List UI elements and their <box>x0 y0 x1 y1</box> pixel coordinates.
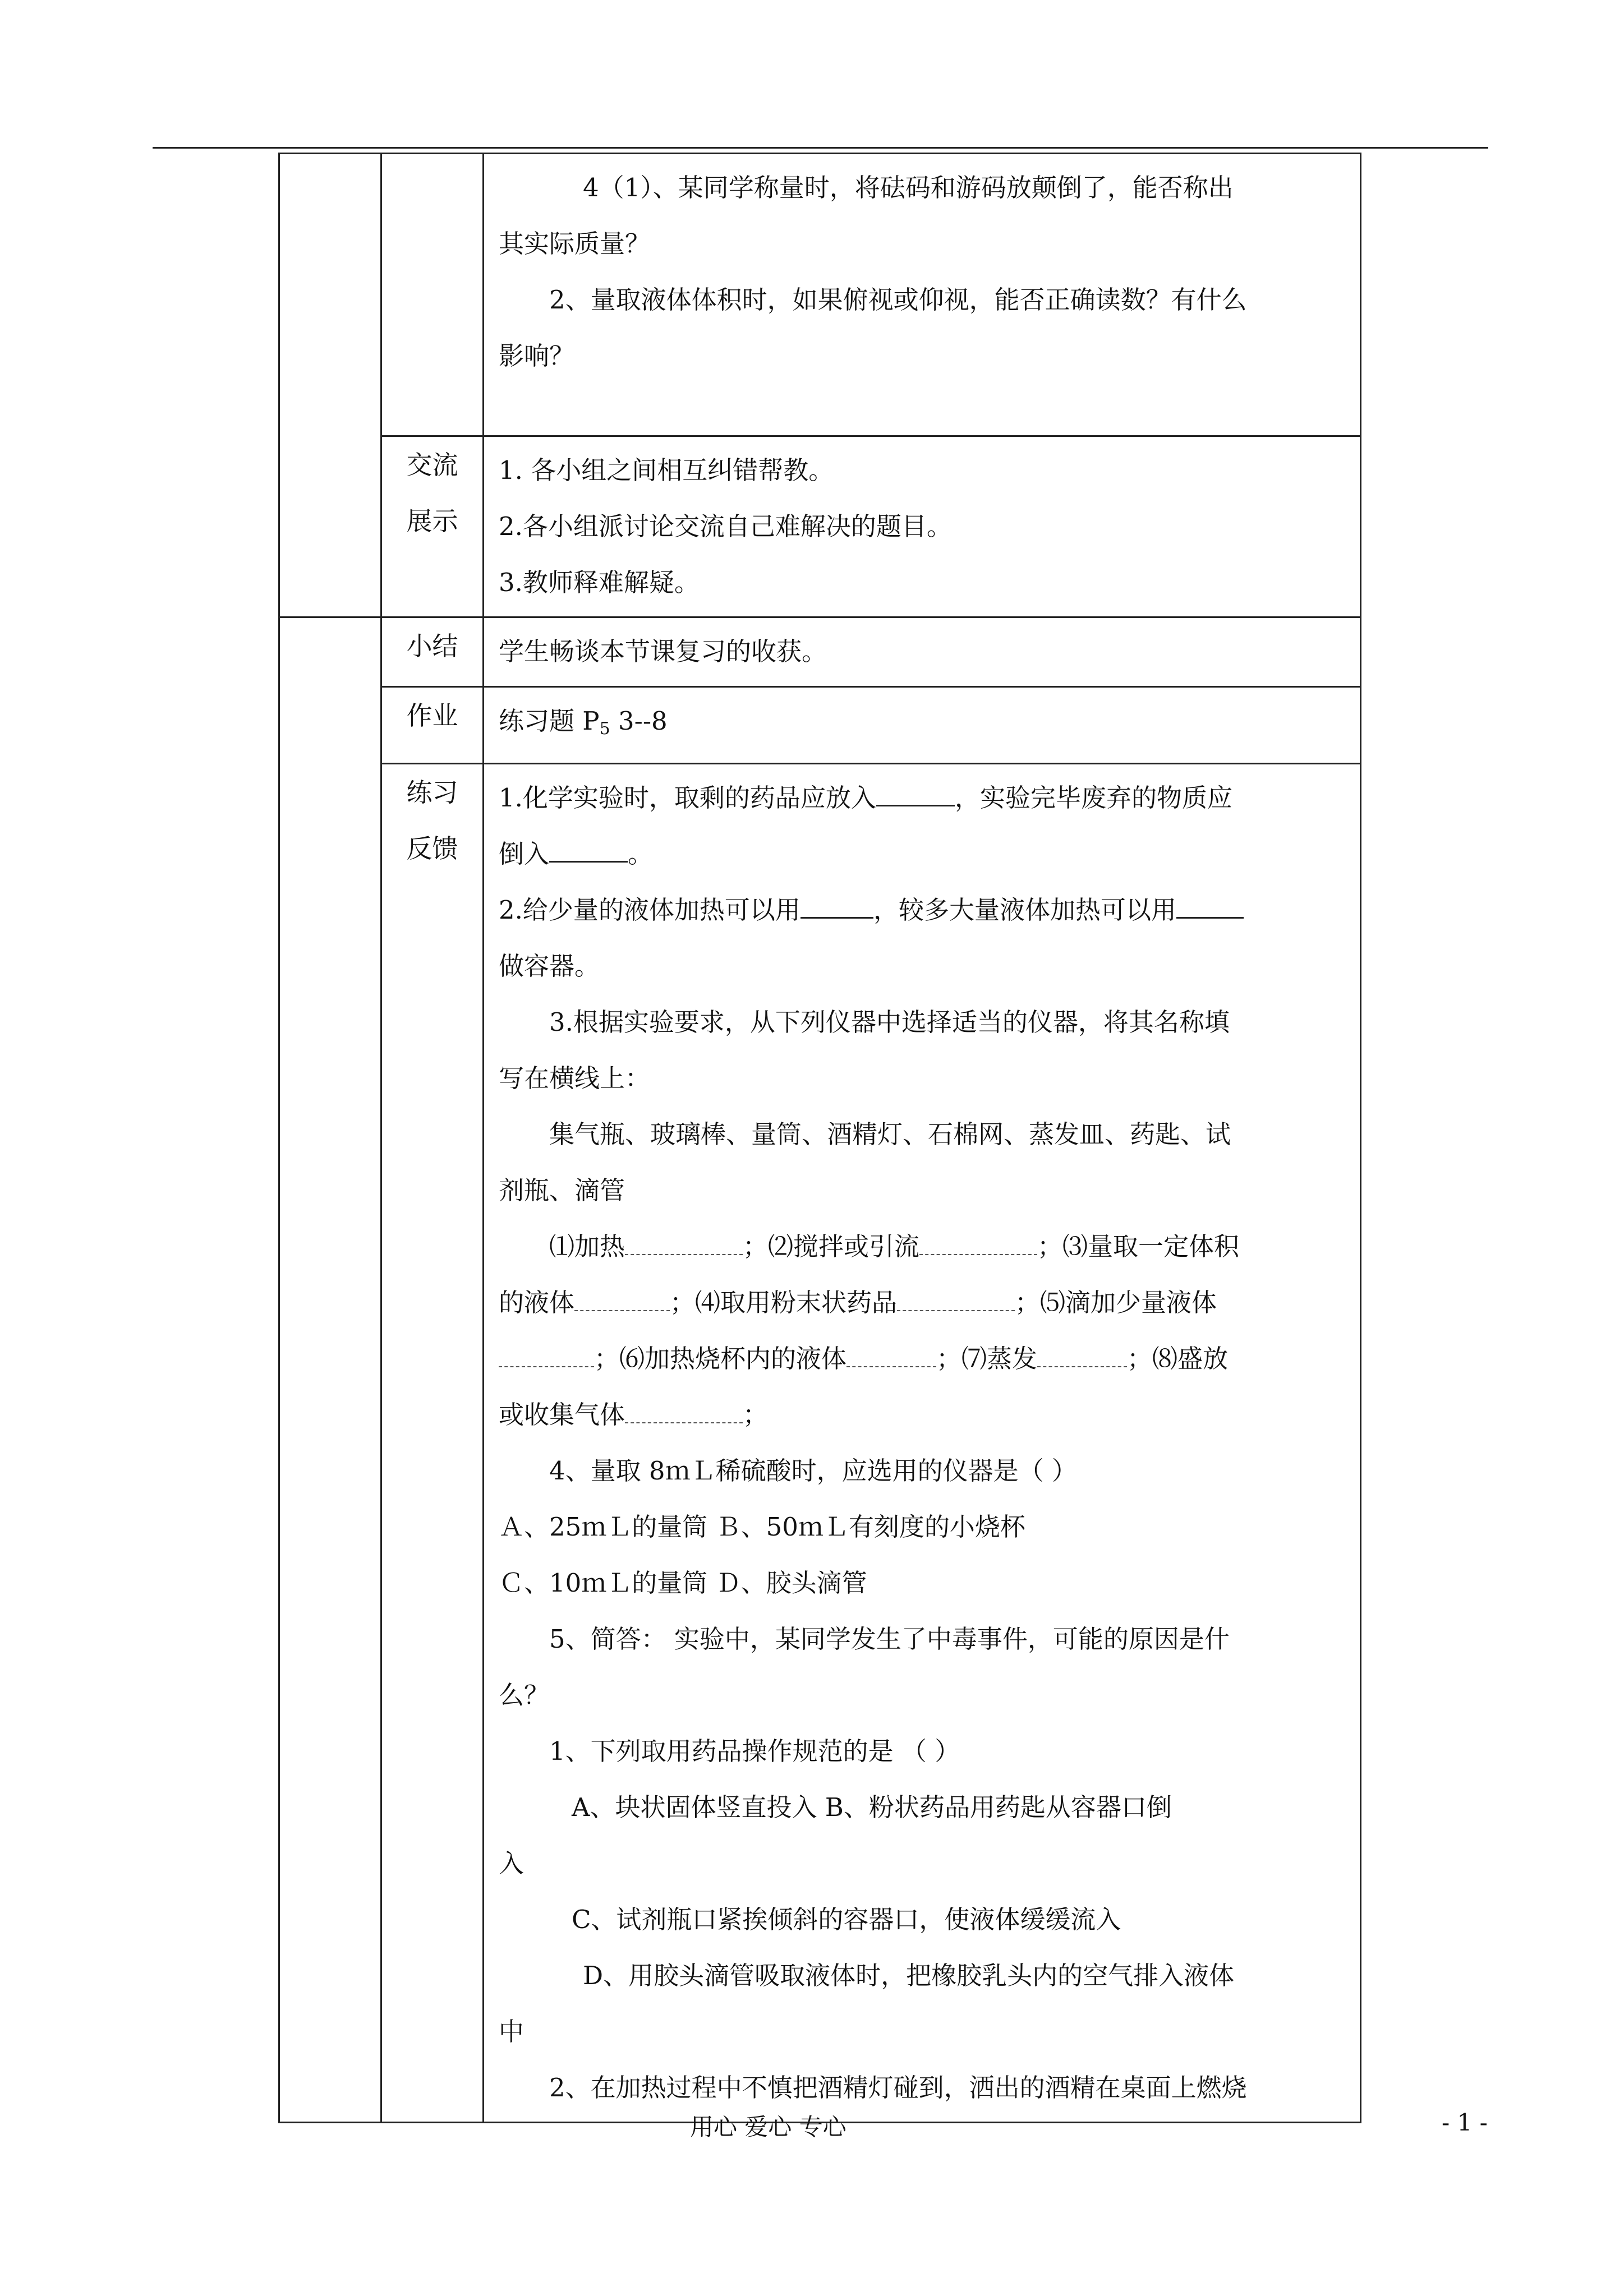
mc-option: C、试剂瓶口紧挨倾斜的容器口，使液体缓缓流入 <box>572 1905 1121 1934</box>
mc-question-2: 2、在加热过程中不慎把酒精灯碰到，洒出的酒精在桌面上燃烧 <box>549 2073 1247 2103</box>
answer-blank[interactable] <box>499 1344 594 1367</box>
mc-question-1: 1、下列取用药品操作规范的是 （ ） <box>549 1736 960 1766</box>
question-4-options: Ａ、25ｍＬ的量筒 Ｂ、50ｍＬ有刻度的小烧杯 <box>499 1512 1025 1542</box>
answer-blank[interactable] <box>1037 1344 1127 1367</box>
outer-label-cell <box>279 154 381 617</box>
table-row <box>279 154 1361 436</box>
answer-blank[interactable] <box>919 1232 1037 1255</box>
question-4-options: Ｃ、10ｍＬ的量筒 Ｄ、胶头滴管 <box>499 1568 867 1598</box>
question-3: 3.根据实验要求，从下列仪器中选择适当的仪器，将其名称填 <box>549 1007 1230 1037</box>
practice-label: 练习 反馈 <box>381 764 484 2123</box>
mc-option-cont: 入 <box>499 1848 525 1878</box>
question-3-blanks-cont: 或收集气体 ； <box>499 1400 769 1430</box>
answer-blank[interactable] <box>897 1288 1015 1311</box>
practice-content <box>484 764 1361 2123</box>
answer-blank[interactable] <box>549 838 628 863</box>
header-rule <box>153 147 1488 149</box>
table-row <box>279 617 1361 687</box>
question-4: 4、量取 8ｍＬ稀硫酸时，应选用的仪器是（ ） <box>549 1456 1077 1486</box>
question-line: 4（1）、某同学称量时，将砝码和游码放颠倒了，能否称出 <box>583 173 1234 202</box>
instrument-list: 集气瓶、玻璃棒、量筒、酒精灯、石棉网、蒸发皿、药匙、试 <box>549 1119 1231 1149</box>
homework-label: 作业 <box>381 687 484 764</box>
answer-blank[interactable] <box>1176 895 1244 919</box>
footer-motto: 用心 爱心 专心 <box>690 2113 846 2141</box>
list-item: 1. 各小组之间相互纠错帮教。 <box>499 455 834 485</box>
question-5-cont: 么？ <box>499 1680 550 1710</box>
mc-option-cont: 中 <box>499 2017 525 2046</box>
instrument-list-cont: 剂瓶、滴管 <box>499 1175 625 1205</box>
answer-blank[interactable] <box>876 782 955 806</box>
page-number: - 1 - <box>1442 2109 1488 2136</box>
exchange-label: 交流 展示 <box>381 436 484 617</box>
answer-blank[interactable] <box>574 1288 670 1311</box>
summary-label: 小结 <box>381 617 484 687</box>
mc-option: D、用胶头滴管吸取液体时，把橡胶乳头内的空气排入液体 <box>583 1961 1235 1990</box>
homework-text: 练习题 $P_5$ 3--8 <box>499 706 668 739</box>
question-line: 其实际质量？ <box>499 229 651 259</box>
homework-content <box>484 687 1361 764</box>
list-item: 3.教师释难解疑。 <box>499 568 700 597</box>
question-3-blanks-cont: 的液体 ；⑷取用粉末状药品 ；⑸滴加少量液体 <box>499 1288 1217 1317</box>
question-2-cont: 做容器。 <box>499 951 600 981</box>
mc-option: A、块状固体竖直投入 B、粉状药品用药匙从容器口倒 <box>572 1792 1172 1822</box>
summary-content <box>484 617 1361 687</box>
table-row <box>279 436 1361 617</box>
exchange-content <box>484 436 1361 617</box>
lesson-table <box>278 153 1361 2123</box>
row-content-cell <box>484 154 1361 436</box>
question-1: 1.化学实验时，取剩的药品应放入 ，实验完毕废弃的物质应 <box>499 783 1232 813</box>
outer-label-cell <box>279 617 381 2123</box>
answer-blank[interactable] <box>625 1232 743 1255</box>
question-3-cont: 写在横线上： <box>499 1063 651 1093</box>
list-item: 2.各小组派讨论交流自己难解决的题目。 <box>499 511 952 541</box>
question-3-blanks: ⑴加热 ；⑵搅拌或引流 ；⑶量取一定体积 <box>549 1232 1240 1261</box>
table-row <box>279 687 1361 764</box>
summary-text: 学生畅谈本节课复习的收获。 <box>499 637 827 666</box>
row-label-cell <box>381 154 484 436</box>
question-2: 2.给少量的液体加热可以用 ，较多大量液体加热可以用 <box>499 882 1349 938</box>
question-1-cont: 倒入 。 <box>499 839 654 869</box>
answer-blank[interactable] <box>625 1400 743 1423</box>
question-line: 2、量取液体体积时，如果俯视或仰视，能否正确读数？有什么 <box>549 285 1247 315</box>
question-line: 影响？ <box>499 341 575 371</box>
table-row <box>279 764 1361 2123</box>
question-5: 5、简答： 实验中，某同学发生了中毒事件，可能的原因是什 <box>549 1624 1230 1654</box>
question-3-blanks-cont: ；⑹加热烧杯内的液体 ；⑺蒸发 ；⑻盛放 <box>499 1331 1349 1387</box>
answer-blank[interactable] <box>801 895 873 919</box>
answer-blank[interactable] <box>846 1344 936 1367</box>
